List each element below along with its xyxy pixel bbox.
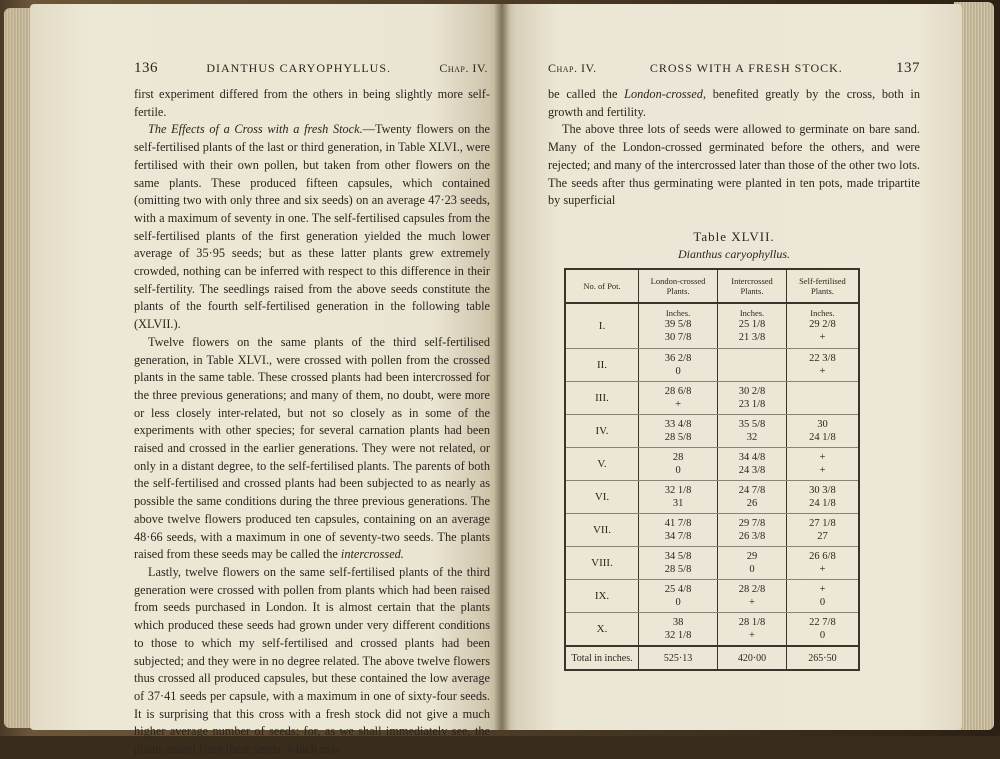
text-run: —Twenty flowers on the self-fertilised plants of the last or third generation, in Table XLVI., were fertilised with their own pollen, but taken from other flowers on the same plants. These produced fifteen capsules, which contained (omitting two with only three and six seeds) on an average 47·23 seeds, with a maximum of seventy in one. The self-fertilised capsules from the self-fertilised plants of the first generation yielded the much lower average of 35·95 seeds; but as these latter plants grew extremely crowded, nothing can be inferred with respect to this difference in their self-fertility. The seedlings raised from the above seeds constitute the plants of the fourth self-fertilised generation in the following table (XLVII.).: [134, 122, 490, 332]
chapter-label: Chap. IV.: [439, 61, 488, 75]
paragraph: [134, 564, 490, 759]
cell-self: [786, 613, 859, 647]
cell-inter: [718, 514, 787, 547]
measurement: 28 1/8: [738, 617, 766, 628]
measurement: 28 2/8: [738, 584, 766, 595]
measurement: +: [819, 452, 826, 463]
measurement: +: [819, 584, 826, 595]
paragraph: [134, 334, 490, 564]
paragraph: [134, 86, 490, 121]
measurement: 39 5/8: [664, 319, 692, 330]
cell-london: [639, 613, 718, 647]
cell-inter: [718, 415, 787, 448]
table-row: [565, 382, 859, 415]
measurement: 29 7/8: [738, 518, 766, 529]
book-gutter: [494, 4, 510, 730]
measurement: 30 3/8: [809, 485, 836, 496]
pot-number: I.: [565, 303, 639, 349]
left-page: [30, 4, 502, 757]
cell-london: [639, 415, 718, 448]
total-row: [565, 646, 859, 670]
unit-label: Inches.: [665, 308, 691, 318]
cell-inter: [718, 448, 787, 481]
table-body: [565, 303, 859, 670]
measurement: 34 4/8: [738, 452, 766, 463]
italic-run: London-crossed: [624, 87, 703, 101]
measurement: 28 5/8: [664, 432, 692, 443]
cell-self: [786, 349, 859, 382]
measurement: +: [749, 630, 755, 641]
running-title: DIANTHUS CARYOPHYLLUS.: [206, 61, 392, 75]
cell-inter: [718, 613, 787, 647]
measurement: 23 1/8: [738, 399, 766, 410]
page-number: 136: [134, 60, 158, 76]
text-run: first experiment differed from the others in being slightly more self-fertile.: [134, 87, 490, 119]
measurement: 24 1/8: [809, 432, 836, 443]
measurement: 26: [746, 498, 758, 509]
measurement: 22 7/8: [809, 617, 836, 628]
data-table: [564, 268, 860, 671]
measurement: +: [819, 564, 826, 575]
measurement: +: [819, 332, 826, 343]
measurement: +: [819, 465, 826, 476]
table-row: [565, 349, 859, 382]
total-value: 420·00: [718, 646, 787, 670]
cell-inter: [718, 547, 787, 580]
page-number: 137: [896, 60, 920, 76]
text-run: be called the: [548, 87, 625, 101]
measurement: 22 3/8: [809, 353, 836, 364]
measurement: 29: [746, 551, 758, 562]
paragraph: [548, 86, 920, 121]
measurement: 36 2/8: [664, 353, 692, 364]
measurement: 25 1/8: [738, 319, 766, 330]
left-running-head: [134, 60, 488, 77]
cell-london: [639, 303, 718, 349]
unit-label: Inches.: [810, 308, 835, 318]
table-subtitle: Dianthus caryophyllus.: [678, 247, 790, 261]
italic-run: intercrossed.: [340, 547, 404, 562]
measurement: 32 1/8: [664, 485, 692, 496]
measurement: 28 6/8: [664, 386, 692, 397]
pot-number: IX.: [565, 580, 639, 613]
cell-inter: [718, 580, 787, 613]
cell-self: [786, 514, 859, 547]
column-header: No. of Pot.: [565, 269, 639, 303]
table-title: Table XLVII.: [693, 229, 775, 244]
total-value: 265·50: [786, 646, 859, 670]
measurement: 21 3/8: [738, 332, 766, 343]
text-run: , benefited greatly by the cross, both in growth and fertility.: [548, 87, 920, 119]
cell-london: [639, 448, 718, 481]
left-body-text: [134, 86, 490, 759]
measurement: 33 4/8: [664, 419, 692, 430]
cell-london: [639, 349, 718, 382]
column-header: Intercrossed Plants.: [718, 269, 787, 303]
measurement: 31: [672, 498, 684, 509]
right-running-head: [548, 60, 920, 77]
measurement: 30: [817, 419, 828, 430]
chapter-label: Chap. IV.: [548, 61, 597, 75]
text-run: Twelve flowers on the same plants of the third self-fertilised generation, in Table XLVI., were crossed with pollen from the crossed plants in the same table. These crossed plants had been intercrossed for the three previous generations; and many of them, no doubt, were more or less closely inter-related, but not so closely as in some of the experiments with other species; for several carnation plants had been raised and crossed in the earlier generations. They were not related, or only in a distant degree, to the self-fertilised plants. The parents of both the self-fertilised and crossed plants had been subjected to as nearly as possible the same conditions during the three previous generations. The above twelve flowers produced ten capsules, containing on an average 48·66 seeds, with a maximum in one of seventy-two seeds. The plants raised from these seeds may be called the: [134, 334, 490, 562]
measurement: 34 5/8: [664, 551, 692, 562]
table-row: [565, 514, 859, 547]
table-header-row: [565, 269, 859, 303]
measurement: 26 3/8: [738, 531, 766, 542]
pot-number: III.: [565, 382, 639, 415]
table-row: [565, 303, 859, 349]
table-row: [565, 415, 859, 448]
cell-self: [786, 303, 859, 349]
running-title: CROSS WITH A FRESH STOCK.: [649, 61, 843, 75]
measurement: 0: [749, 564, 755, 575]
column-header: London-crossed Plants.: [639, 269, 718, 303]
table-row: [565, 613, 859, 647]
cell-inter: [718, 349, 787, 382]
measurement: 24 7/8: [738, 485, 766, 496]
cell-self: [786, 547, 859, 580]
measurement: 38: [672, 617, 684, 628]
pot-number: VII.: [565, 514, 639, 547]
cell-london: [639, 580, 718, 613]
cell-self: [786, 415, 859, 448]
measurement: 27 1/8: [809, 518, 836, 529]
measurement: 24 3/8: [738, 465, 766, 476]
measurement: 28: [672, 452, 684, 463]
measurement: 24 1/8: [809, 498, 836, 509]
column-header: Self-fertilised Plants.: [786, 269, 859, 303]
measurement: +: [675, 399, 682, 410]
measurement: 25 4/8: [664, 584, 692, 595]
measurement: 34 7/8: [664, 531, 692, 542]
measurement: 26 6/8: [809, 551, 836, 562]
measurement: 0: [675, 465, 681, 476]
measurement: 0: [675, 597, 681, 608]
cell-self: [786, 382, 859, 415]
cell-london: [639, 382, 718, 415]
section-heading: The Effects of a Cross with a fresh Stock.: [148, 122, 363, 137]
pot-number: X.: [565, 613, 639, 647]
measurement: 0: [819, 630, 826, 641]
measurement: 27: [817, 531, 828, 542]
measurement: 28 5/8: [664, 564, 692, 575]
measurement: 35 5/8: [738, 419, 766, 430]
cell-london: [639, 547, 718, 580]
right-page: [502, 4, 962, 730]
table-row: [565, 547, 859, 580]
cell-inter: [718, 303, 787, 349]
measurement: +: [749, 597, 755, 608]
measurement: 41 7/8: [664, 518, 692, 529]
measurement: 30 7/8: [664, 332, 692, 343]
measurement: 0: [675, 366, 681, 377]
measurement: 0: [819, 597, 826, 608]
paragraph: [134, 121, 490, 333]
text-run: Lastly, twelve flowers on the same self-fertilised plants of the third generation were crossed with pollen from plants which had been raised from seeds purchased in London. It is almost certain that the plants which produced these seeds had grown under very different conditions to those to which my self-fertilised and crossed plants had been subjected; and they were in no degree related. The above twelve flowers thus crossed all produced capsules, but these contained the low average of 37·41 seeds per capsule, with a maximum in one of sixty-four seeds. It is surprising that this cross with a fresh stock did not give a much higher average number of seeds; for, as we shall immediately see, the plants raised from these seeds, which may: [134, 564, 490, 757]
paragraph: The above three lots of seeds were allowed to germinate on bare sand. Many of the London-crossed germinated before the others, and were rejected; and many of the intercrossed later than those of the other two lots. The seeds after thus germinating were planted in ten pots, made tripartite by superficial: [548, 122, 920, 208]
cell-inter: [718, 481, 787, 514]
cell-london: [639, 481, 718, 514]
measurement: +: [819, 366, 826, 377]
right-body-text: [548, 86, 920, 210]
cell-inter: [718, 382, 787, 415]
unit-label: Inches.: [739, 308, 765, 318]
total-value: 525·13: [639, 646, 718, 670]
measurement: 32 1/8: [664, 630, 692, 641]
measurement: 30 2/8: [738, 386, 766, 397]
cell-self: [786, 580, 859, 613]
pot-number: II.: [565, 349, 639, 382]
table-row: [565, 481, 859, 514]
pot-number: IV.: [565, 415, 639, 448]
measurement: 29 2/8: [809, 319, 836, 330]
pot-number: V.: [565, 448, 639, 481]
cell-london: [639, 514, 718, 547]
pot-number: VI.: [565, 481, 639, 514]
total-label: Total in inches.: [565, 646, 639, 670]
table-row: [565, 580, 859, 613]
pot-number: VIII.: [565, 547, 639, 580]
cell-self: [786, 448, 859, 481]
cell-self: [786, 481, 859, 514]
table-row: [565, 448, 859, 481]
measurement: 32: [746, 432, 758, 443]
